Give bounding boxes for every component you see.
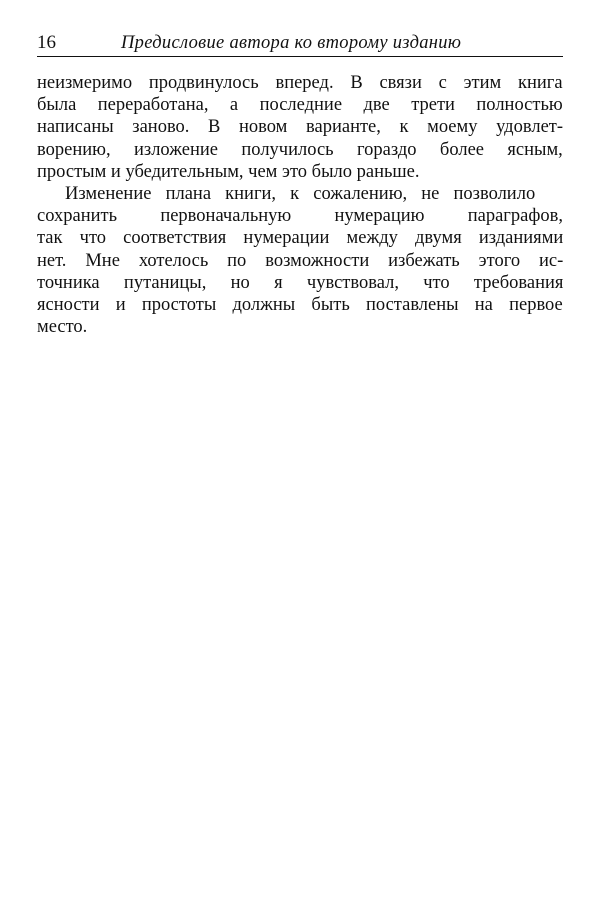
text-line: Изменение плана книги, к сожалению, не позволило xyxy=(65,184,536,205)
text-line: нет. Мне хотелось по возможности избежать этого ис- xyxy=(37,250,564,271)
text-line: место. xyxy=(37,317,88,338)
text-line: неизмеримо продвинулось вперед. В связи с этим книга xyxy=(37,73,563,93)
paragraph-1 xyxy=(37,72,563,183)
text-line: сохранить первоначальную нумерацию параграфов, xyxy=(37,206,563,227)
body-text xyxy=(37,72,563,338)
book-page xyxy=(37,30,563,338)
text-line: простым и убедительным, чем это было раньше. xyxy=(37,161,420,182)
text-line: написаны заново. В новом варианте, к моему удовлет- xyxy=(37,117,564,138)
text-line: точника путаницы, но я чувствовал, что требования xyxy=(37,272,564,293)
running-head-title: Предисловие автора ко второму изданию xyxy=(121,33,462,53)
running-head xyxy=(37,30,563,57)
text-line: была переработана, а последние две трети полностью xyxy=(37,95,563,116)
paragraph-2 xyxy=(37,183,563,338)
page-number: 16 xyxy=(37,32,56,53)
text-line: так что соответствия нумерации между двумя изданиями xyxy=(37,228,564,249)
text-line: ворению, изложение получилось гораздо более ясным, xyxy=(37,139,563,160)
text-line: ясности и простоты должны быть поставлены на первое xyxy=(37,295,563,316)
